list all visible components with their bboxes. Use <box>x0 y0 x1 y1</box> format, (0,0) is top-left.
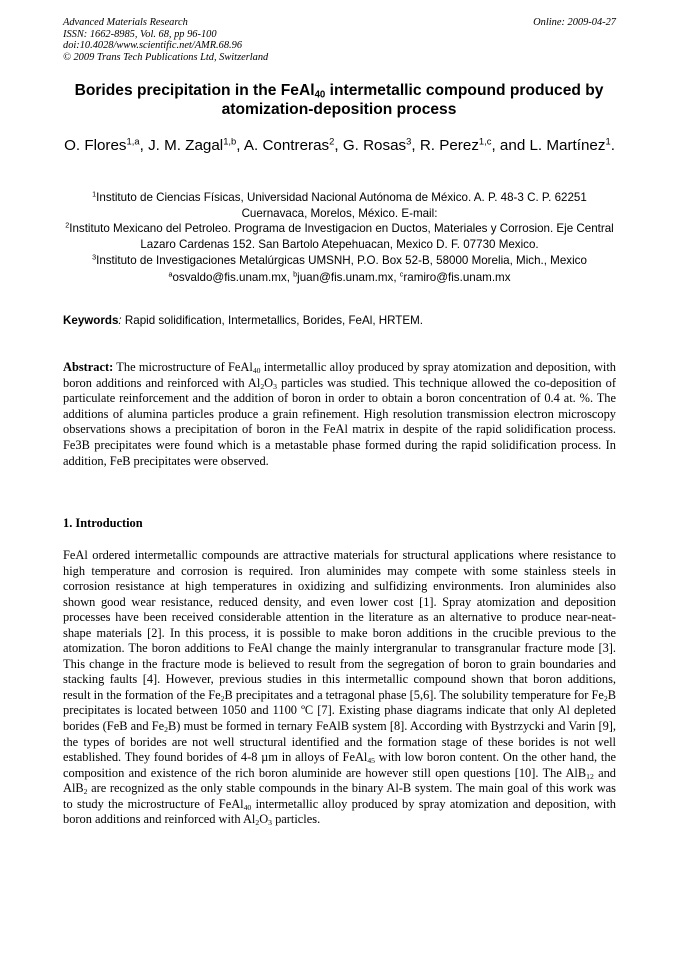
affiliation: $^3$Instituto de Investigaciones Metalúrgicas UMSNH, P.O. Box 52-B, 58000 Morelia, Mich., Mexico <box>92 252 587 267</box>
author: R. Perez$^{1,c}$, and <box>419 135 530 154</box>
email-link[interactable]: ramiro@fis.unam.mx <box>403 271 511 284</box>
email-link[interactable]: osvaldo@fis.unam.mx <box>172 271 287 284</box>
email-list: $^a$osvaldo@fis.unam.mx, $^b$juan@fis.unam.mx, $^c$ramiro@fis.unam.mx <box>168 269 511 284</box>
author: J. M. Zagal$^{1,b}$, <box>148 135 244 154</box>
affiliations <box>60 190 619 269</box>
author: L. Martínez$^1$. <box>529 135 615 154</box>
journal-name: Advanced Materials Research <box>63 17 188 28</box>
keywords-text: Rapid solidification, Intermetallics, Borides, FeAl, HRTEM. <box>121 314 423 327</box>
affiliation: $^1$Instituto de Ciencias Físicas, Universidad Nacional Autónoma de México. A. P. 48-3 C. P. 62251 Cuernavaca, Morelos, México. E-mail: <box>92 189 587 220</box>
section-heading: 1. Introduction <box>63 516 143 530</box>
email-link[interactable]: juan@fis.unam.mx <box>297 271 394 284</box>
journal-copyright: © 2009 Trans Tech Publications Ltd, Switzerland <box>63 51 269 63</box>
journal-issn: ISSN: 1662-8985, Vol. 68, pp 96-100 <box>63 28 217 40</box>
journal-header <box>63 17 616 63</box>
author: O. Flores$^{1,a}$, <box>64 135 149 154</box>
paper-title: Borides precipitation in the FeAl$_{40}$ intermetallic compound produced by atomization-deposition process <box>74 82 604 118</box>
author: A. Contreras$^2$, <box>243 135 343 154</box>
keywords-label: Keywords <box>63 314 119 327</box>
keywords: Keywords: Rapid solidification, Intermetallics, Borides, FeAl, HRTEM. <box>63 314 423 327</box>
abstract: Abstract: The microstructure of FeAl$_{40}$ intermetallic alloy produced by spray atomization and deposition, with boron additions and reinforced with $Al_2O_3$ particles was studied. This technique allowed the co-deposition of particulate reinforcement and the addition of boron in order to obtain a boron concentration of 0.4 at. %. The additions of alumina particles produce a grain refinement. High resolution transmission electron microscopy observations shows a precipitation of boron in the FeAl matrix in despite of the rapid solidification process. Fe3B precipitates were found which is a metastable phase formed during the rapid solidification process. In addition, FeB precipitates were observed. <box>63 360 617 468</box>
online-date: Online: 2009-04-27 <box>533 17 616 28</box>
author: G. Rosas$^3$, <box>342 135 420 154</box>
abstract-label: Abstract: <box>63 360 114 374</box>
author-list <box>63 136 616 156</box>
journal-doi: doi:10.4028/www.scientific.net/AMR.68.96 <box>63 40 243 52</box>
affiliation: $^2$Instituto Mexicano del Petroleo. Programa de Investigacion en Ductos, Materiales y Corrosion. Eje Central Lazaro Cardenas 152. San Bartolo Atepehuacan, Mexico D. F. 07730 Mexico. <box>65 221 614 252</box>
introduction-text: FeAl ordered intermetallic compounds are attractive materials for structural applications where resistance to high temperature and corrosion is required. Iron aluminides may compete with some stainless steels in corrosion resistance at high temperatures in oxidizing and sulfidizing environments. Iron aluminides also shown good wear resistance, reduced density, and even lower cost [1]. Spray atomization and deposition processes have been received considerable attention in the literature as an alternative to produce near-neat-shape materials [2]. In this process, it is possible to make boron additions in the crucible previous to the atomization. The boron additions to FeAl change the mainly intergranular to transgranular fracture mode [3]. This change in the fracture mode is believed to result from the segregation of boron to grain boundaries and stacking faults [4]. However, previous studies in this intermetallic compound shown that boron additions, result in the formation of the $Fe_2B$ precipitates and a tetragonal phase [5,6]. The solubility temperature for $Fe_2B$ precipitates is located between 1050 and 1100 ºC [7]. Existing phase diagrams indicate that only Al depleted borides (FeB and $Fe_2B$) must be formed in ternary FeAlB system [8]. According with Bystrzycki and Varin [9], the types of borides are not well structural identified and the formation stage of these borides is not well established. They found borides of 4-8 µm in alloys of FeAl$_{45}$ with low boron content. On the other hand, the composition and existence of the rich boron aluminide are however still open questions [10]. The AlB$_{12}$ and AlB$_2$ are recognized as the only stable compounds in the binary Al-B system. The main goal of this work was to study the microstructure of FeAl$_{40}$ intermetallic alloy produced by spray atomization and deposition, with boron additions and reinforced with $Al_2O_3$ particles. <box>63 548 617 828</box>
